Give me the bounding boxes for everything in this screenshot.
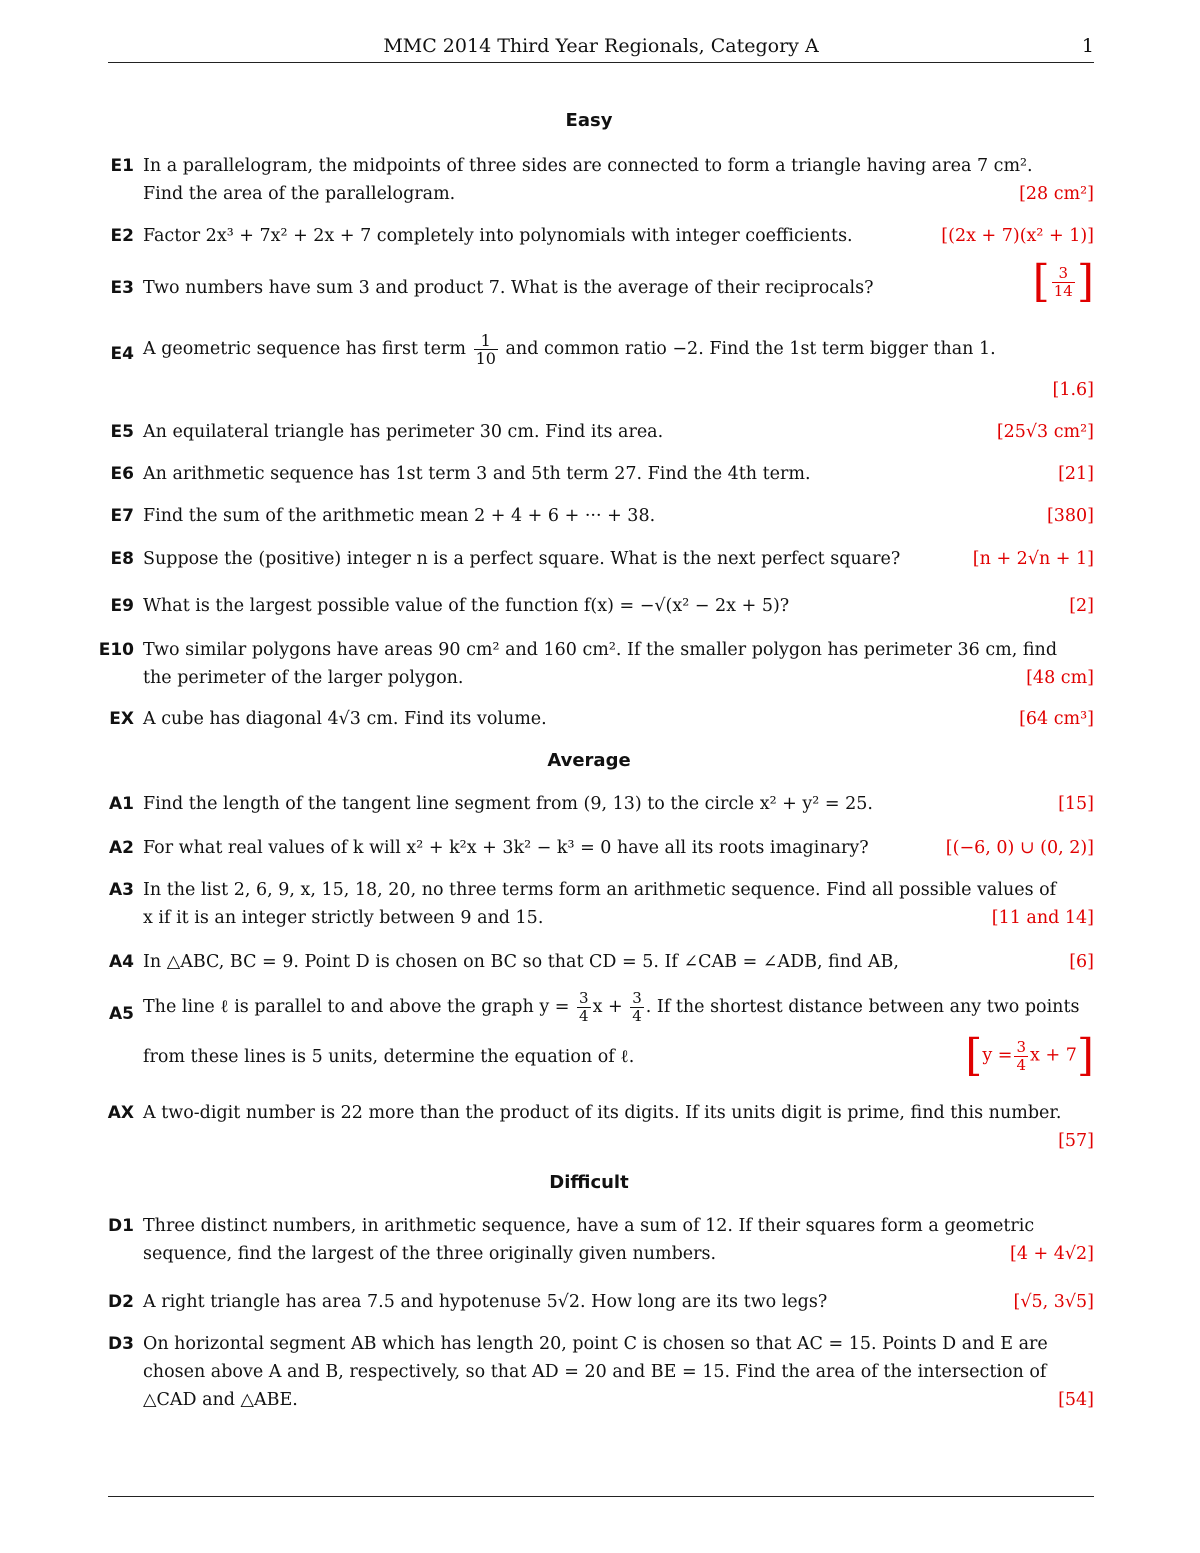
problem-text: The line ℓ is parallel to and above the graph y = — [143, 997, 570, 1017]
problem-text: △CAD and △ABE. — [143, 1390, 298, 1410]
answer: [ $\frac{3}{14}$ ] — [1032, 256, 1094, 307]
problem-text: In a parallelogram, the midpoints of three sides are connected to form a triangle having area 7 cm². — [143, 156, 1033, 176]
answer: [380] — [1046, 506, 1094, 526]
problem-text: Factor 2x³ + 7x² + 2x + 7 completely into polynomials with integer coefficients. — [143, 226, 853, 246]
section-title-difficult: Difficult — [549, 1172, 629, 1193]
problem-text: Find the sum of the arithmetic mean 2 + 4 + 6 + ··· + 38. — [143, 506, 656, 526]
problem-label: D1 — [108, 1216, 134, 1236]
answer: [√5, 3√5] — [1013, 1292, 1094, 1312]
answer: [1.6] — [1052, 380, 1094, 400]
problem-text: Suppose the (positive) integer n is a perfect square. What is the next perfect square? — [143, 549, 901, 569]
answer-denominator: 14 — [1053, 281, 1073, 300]
page-number: 1 — [1081, 35, 1094, 57]
problem-label: D2 — [108, 1292, 134, 1312]
footer-rule — [108, 1496, 1094, 1497]
answer: [21] — [1058, 464, 1094, 484]
problem-label: E2 — [110, 226, 134, 246]
problem-text: and common ratio −2. Find the 1st term bigger than 1. — [505, 339, 996, 359]
problem-label: E3 — [110, 278, 134, 298]
problem-label: D3 — [108, 1334, 134, 1354]
answer: [y = $\frac{3}{4}$ x + 7] — [965, 1030, 1094, 1081]
answer-text: y = — [982, 1045, 1013, 1066]
problem-text: An arithmetic sequence has 1st term 3 and 5th term 27. Find the 4th term. — [143, 464, 811, 484]
fraction-numerator: 3 — [579, 989, 589, 1007]
problem-text: x if it is an integer strictly between 9 and 15. — [143, 908, 544, 928]
problem-label: A4 — [109, 952, 134, 972]
problem-text: A two-digit number is 22 more than the product of its digits. If its units digit is prime, find this number. — [143, 1103, 1062, 1123]
problem-text: chosen above A and B, respectively, so that AD = 20 and BE = 15. Find the area of the intersection of — [143, 1362, 1047, 1382]
fraction-denominator: 4 — [632, 1007, 642, 1025]
problem-label: A1 — [109, 794, 134, 814]
problem-text: Find the area of the parallelogram. — [143, 184, 456, 204]
problem-label: A3 — [109, 880, 134, 900]
problem-label: AX — [107, 1103, 134, 1123]
answer: [(2x + 7)(x² + 1)] — [941, 226, 1094, 246]
problem-text: An equilateral triangle has perimeter 30 cm. Find its area. — [143, 422, 664, 442]
answer-denominator: 4 — [1016, 1055, 1027, 1074]
problem-text: Find the length of the tangent line segment from (9, 13) to the circle x² + y² = 25. — [143, 794, 873, 814]
answer: [54] — [1058, 1390, 1094, 1410]
problem-label: E8 — [110, 549, 134, 569]
problem-text: A right triangle has area 7.5 and hypotenuse 5√2. How long are its two legs? — [143, 1292, 828, 1312]
problem-label: E6 — [110, 464, 134, 484]
problem-text: . If the shortest distance between any two points — [645, 997, 1080, 1017]
fraction-denominator: 4 — [579, 1007, 589, 1025]
answer: [2] — [1069, 596, 1094, 616]
problem-text: x + — [592, 997, 623, 1017]
answer: [48 cm] — [1026, 668, 1094, 688]
answer-numerator: 3 — [1052, 265, 1075, 283]
problem-text: Two similar polygons have areas 90 cm² and 160 cm². If the smaller polygon has perimeter 36 cm, find — [143, 640, 1058, 660]
answer: [64 cm³] — [1019, 709, 1094, 729]
section-title-average: Average — [547, 750, 631, 771]
answer: [4 + 4√2] — [1010, 1244, 1094, 1264]
problem-text: A geometric sequence has first term — [143, 339, 466, 359]
problem-text: On horizontal segment AB which has length 20, point C is chosen so that AC = 15. Points D and E are — [143, 1334, 1048, 1354]
answer-text: x + 7 — [1030, 1045, 1077, 1066]
answer: [57] — [1058, 1131, 1094, 1151]
problem-label: E9 — [110, 596, 134, 616]
problem-text: What is the largest possible value of the function f(x) = −√(x² − 2x + 5)? — [143, 596, 790, 616]
problem-text: For what real values of k will x² + k²x + 3k² − k³ = 0 have all its roots imaginary? — [143, 838, 869, 858]
fraction-denominator: 10 — [475, 349, 496, 368]
problem-label: A2 — [109, 838, 134, 858]
answer: [25√3 cm²] — [996, 422, 1094, 442]
problem-text: Two numbers have sum 3 and product 7. What is the average of their reciprocals? — [143, 278, 874, 298]
page-header — [108, 34, 1094, 63]
problem-label: E5 — [110, 422, 134, 442]
problem-text: sequence, find the largest of the three originally given numbers. — [143, 1244, 717, 1264]
problem-label: E7 — [110, 506, 134, 526]
problem-text: In the list 2, 6, 9, x, 15, 18, 20, no three terms form an arithmetic sequence. Find all possible values of — [143, 880, 1057, 900]
problem-text: In △ABC, BC = 9. Point D is chosen on BC so that CD = 5. If ∠CAB = ∠ADB, find AB, — [143, 952, 899, 972]
fraction-numerator: 1 — [474, 332, 498, 350]
section-title-easy: Easy — [565, 110, 613, 131]
problem-label: EX — [109, 709, 134, 729]
answer: [n + 2√n + 1] — [972, 549, 1094, 569]
answer: [15] — [1058, 794, 1094, 814]
answer: [(−6, 0) ∪ (0, 2)] — [945, 838, 1094, 858]
problem-text: from these lines is 5 units, determine the equation of ℓ. — [143, 1047, 635, 1067]
header-title: MMC 2014 Third Year Regionals, Category A — [383, 35, 819, 57]
problem-text: Three distinct numbers, in arithmetic sequence, have a sum of 12. If their squares form a geometric — [143, 1216, 1035, 1236]
answer: [6] — [1069, 952, 1094, 972]
problem-label: E10 — [98, 640, 134, 660]
problem-text: the perimeter of the larger polygon. — [143, 668, 464, 688]
problem-label: E4 — [110, 344, 134, 364]
problem-label: A5 — [109, 1004, 134, 1024]
answer: [11 and 14] — [991, 908, 1094, 928]
problem-label: E1 — [110, 156, 134, 176]
answer-numerator: 3 — [1016, 1037, 1027, 1056]
problem-text: A cube has diagonal 4√3 cm. Find its volume. — [143, 709, 547, 729]
answer: [28 cm²] — [1019, 184, 1094, 204]
fraction-numerator: 3 — [632, 989, 642, 1007]
